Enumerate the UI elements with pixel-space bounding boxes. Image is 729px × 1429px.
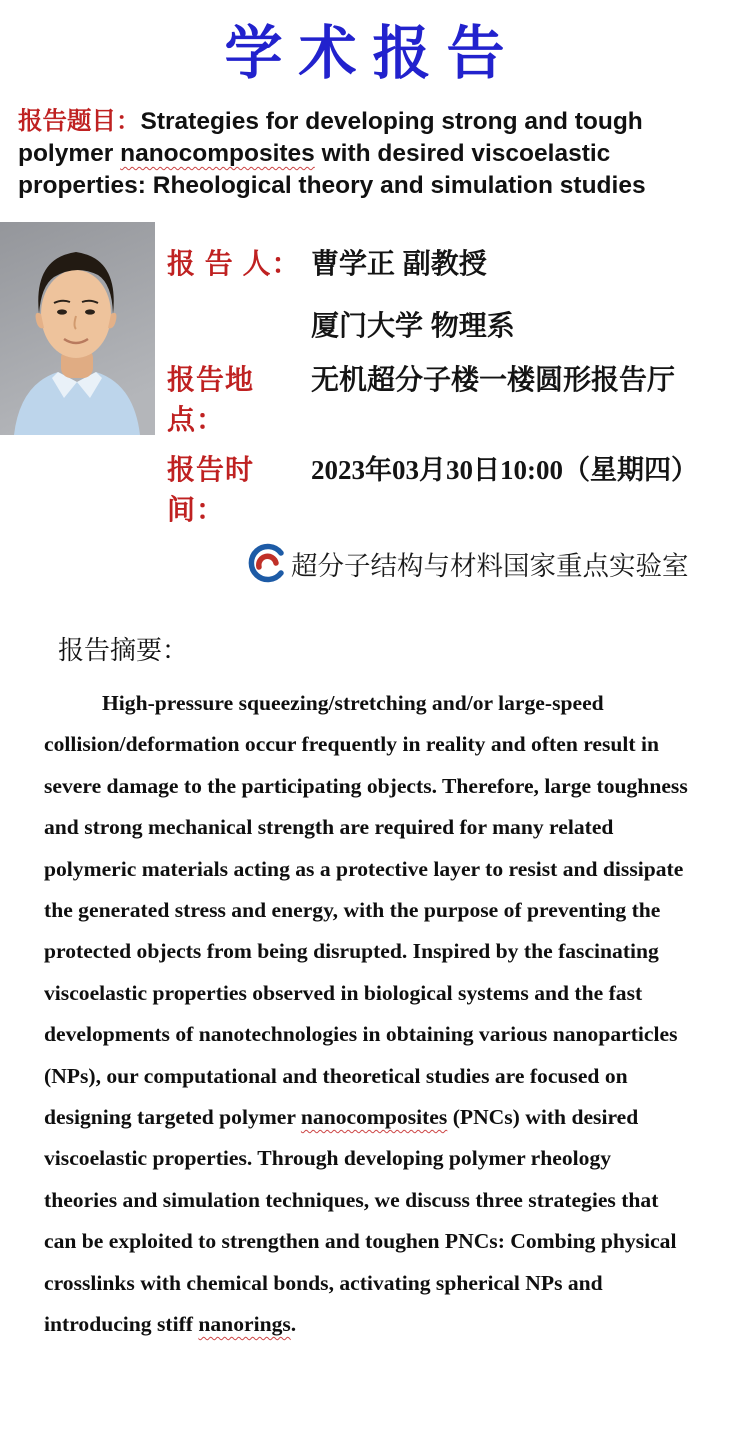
info-row-venue [167,358,698,438]
text-segment: Strategies for developing strong and tough polymer [18,108,643,167]
abstract-paragraph [44,683,689,1346]
text-segment: with desired viscoelastic properties: Rheological theory and simulation studies [18,140,646,199]
speaker-portrait-illustration [0,222,155,435]
lab-name: 超分子结构与材料国家重点实验室 [291,550,689,581]
eye-right [85,309,95,314]
text-segment: High-pressure squeezing/stretching and/or large-speed collision/deformation occur frequently in reality and often result in severe damage to the participating objects. Therefore, large toughness and strong mechanical strength are required for many related polymeric materials acting as a protective layer to resist and dissipate the generated stress and energy, with the purpose of preventing the protected objects from being disrupted. Inspired by the fascinating viscoelastic properties observed in biological systems and the fast developments of nanotechnologies in obtaining various nanoparticles (NPs), our computational and theoretical studies are focused on designing targeted polymer [44,691,688,1130]
time-label: 报告时间： [167,454,255,525]
lab-banner [246,542,729,584]
speaker-photo [0,222,155,435]
spellcheck-flagged-word: nanocomposites [300,1105,448,1130]
face [41,270,111,358]
speaker-affiliation: 厦门大学 物理系 [311,310,515,341]
report-info [167,222,698,528]
seminar-poster [0,6,729,1429]
speaker-label: 报 告 人： [167,248,301,279]
info-row-affiliation [167,304,698,344]
abstract-section [44,630,689,1346]
info-row-speaker [167,242,698,282]
page-title: 学术报告 [224,21,521,86]
text-segment: (PNCs) with desired viscoelastic properties. Through developing polymer rheology theories and simulation techniques, we discuss three strategies that can be exploited to strengthen and toughen PNCs: Combing physical crosslinks with chemical bonds, activating spherical NPs and introducing stiff [44,1105,677,1337]
time-value: 2023年03月30日10:00（星期四） [311,455,698,485]
text-segment: . [290,1312,297,1337]
venue-value: 无机超分子楼一楼圆形报告厅 [311,364,676,395]
spellcheck-flagged-word: nanorings [198,1312,291,1337]
speaker-name: 曹学正 副教授 [311,248,487,279]
venue-label: 报告地点： [167,364,255,435]
abstract-heading: 报告摘要： [58,636,189,665]
report-title [18,106,713,202]
speaker-section [0,222,729,528]
lab-logo-icon [246,542,288,584]
eye-left [57,309,67,314]
report-title-label: 报告题目： [18,108,141,135]
info-row-time [167,448,698,528]
spellcheck-flagged-word: nanocomposites [120,140,315,167]
